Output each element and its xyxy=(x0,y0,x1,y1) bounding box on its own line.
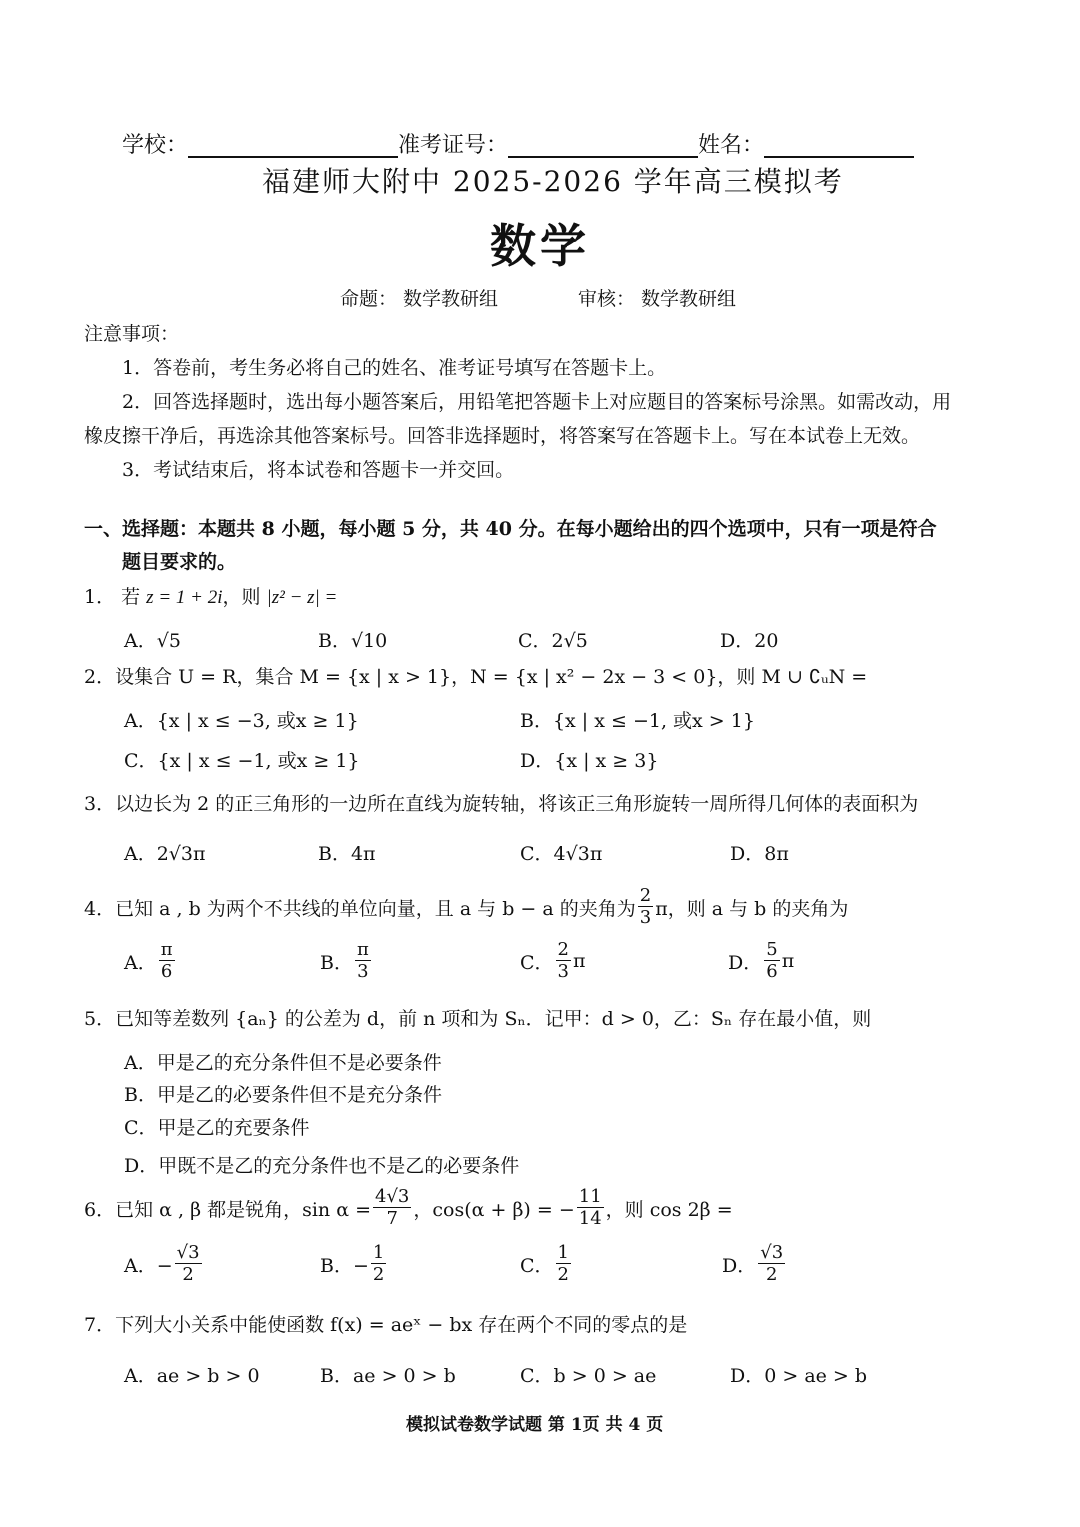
q4-option-d[interactable]: D． $\frac{5}{6}$ π xyxy=(728,939,795,982)
school-label: 学校： xyxy=(122,133,189,158)
q1-option-d[interactable]: D．20 xyxy=(720,630,779,652)
q2-option-c[interactable]: C．{x | x ≤ −1, 或x ≥ 1} xyxy=(124,750,360,772)
id-label: 准考证号： xyxy=(398,133,509,158)
q5-option-c[interactable]: C．甲是乙的充要条件 xyxy=(124,1117,310,1139)
question-6-stem: 6．已知 α , β 都是锐角，sin α = $\frac{4√3}{7}$ ，cos(α + β) = − $\frac{11}{14}$ ，则 cos 2β = xyxy=(84,1186,733,1229)
header-fields xyxy=(122,128,914,159)
q1-option-b[interactable]: B．√10 xyxy=(318,630,388,652)
q1-option-a[interactable]: A．√5 xyxy=(124,630,181,652)
notice-item: 2．回答选择题时，选出每小题答案后，用铅笔把答题卡上对应题目的答案标号涂黑。如需改动，用 xyxy=(122,391,952,413)
page-footer: 模拟试卷数学试题 第 1页 共 4 页 xyxy=(406,1415,664,1435)
exam-title: 福建师大附中 2025-2026 学年高三模拟考 xyxy=(262,165,844,198)
q3-option-a[interactable]: A．2√3π xyxy=(124,843,206,865)
q3-option-b[interactable]: B．4π xyxy=(318,843,376,865)
q5-option-b[interactable]: B．甲是乙的必要条件但不是充分条件 xyxy=(124,1084,442,1106)
reviewer: 审核： 数学教研组 xyxy=(578,288,737,310)
question-1-stem: 1． 若 z = 1 + 2i，则 |z² − z| = xyxy=(84,586,338,608)
q3-option-c[interactable]: C．4√3π xyxy=(520,843,603,865)
q6-option-b[interactable]: B．− $\frac{1}{2}$ xyxy=(320,1242,385,1285)
name-label: 姓名： xyxy=(698,133,765,158)
question-5-stem: 5．已知等差数列 {aₙ} 的公差为 d，前 n 项和为 Sₙ．记甲：d > 0，乙：Sₙ 存在最小值，则 xyxy=(84,1008,872,1030)
q6-option-d[interactable]: D． $\frac{√3}{2}$ xyxy=(722,1242,784,1285)
q4-option-a[interactable]: A． $\frac{\pi}{6}$ xyxy=(124,939,173,982)
school-blank[interactable] xyxy=(188,134,398,158)
question-3-stem: 3．以边长为 2 的正三角形的一边所在直线为旋转轴，将该正三角形旋转一周所得几何体的表面积为 xyxy=(84,793,919,815)
q2-option-a[interactable]: A．{x | x ≤ −3, 或x ≥ 1} xyxy=(124,710,359,732)
q6-option-a[interactable]: A．− $\frac{√3}{2}$ xyxy=(124,1242,200,1285)
question-2-stem: 2．设集合 U = R，集合 M = {x | x > 1}，N = {x | x² − 2x − 3 < 0}，则 M ∪ ∁ᵤN = xyxy=(84,666,868,688)
q7-option-a[interactable]: A．ae > b > 0 xyxy=(124,1365,260,1387)
q2-option-d[interactable]: D．{x | x ≥ 3} xyxy=(520,750,659,772)
section-heading-cont: 题目要求的。 xyxy=(122,551,237,573)
q1-option-c[interactable]: C．2√5 xyxy=(518,630,588,652)
notice-item: 3．考试结束后，将本试卷和答题卡一并交回。 xyxy=(122,459,515,481)
setter: 命题： 数学教研组 xyxy=(340,288,499,310)
id-blank[interactable] xyxy=(508,134,698,158)
q3-option-d[interactable]: D．8π xyxy=(730,843,789,865)
q5-option-d[interactable]: D．甲既不是乙的充分条件也不是乙的必要条件 xyxy=(124,1155,520,1177)
notice-item: 1．答卷前，考生务必将自己的姓名、准考证号填写在答题卡上。 xyxy=(122,357,667,379)
question-7-stem: 7．下列大小关系中能使函数 f(x) = aeˣ − bx 存在两个不同的零点的是 xyxy=(84,1314,688,1336)
q7-option-b[interactable]: B．ae > 0 > b xyxy=(320,1365,456,1387)
question-4-stem: 4．已知 a , b 为两个不共线的单位向量，且 a 与 b − a 的夹角为 $\frac{2}{3}$ π，则 a 与 b 的夹角为 xyxy=(84,885,849,928)
subject-title: 数学 xyxy=(490,219,590,273)
q2-option-b[interactable]: B．{x | x ≤ −1, 或x > 1} xyxy=(520,710,755,732)
q4-option-c[interactable]: C． $\frac{2}{3}$ π xyxy=(520,939,586,982)
notice-item: 橡皮擦干净后，再选涂其他答案标号。回答非选择题时，将答案写在答题卡上。写在本试卷上无效。 xyxy=(84,425,921,447)
q4-option-b[interactable]: B． $\frac{\pi}{3}$ xyxy=(320,939,369,982)
notice-heading: 注意事项： xyxy=(84,323,180,345)
section-heading: 一、选择题：本题共 8 小题，每小题 5 分，共 40 分。在每小题给出的四个选项中，只有一项是符合 xyxy=(84,518,937,540)
q7-option-d[interactable]: D．0 > ae > b xyxy=(730,1365,868,1387)
q7-option-c[interactable]: C．b > 0 > ae xyxy=(520,1365,657,1387)
fraction: $\frac{2}{3}$ xyxy=(639,885,652,928)
q5-option-a[interactable]: A．甲是乙的充分条件但不是必要条件 xyxy=(124,1052,442,1074)
q6-option-c[interactable]: C． $\frac{1}{2}$ xyxy=(520,1242,569,1285)
name-blank[interactable] xyxy=(764,134,914,158)
